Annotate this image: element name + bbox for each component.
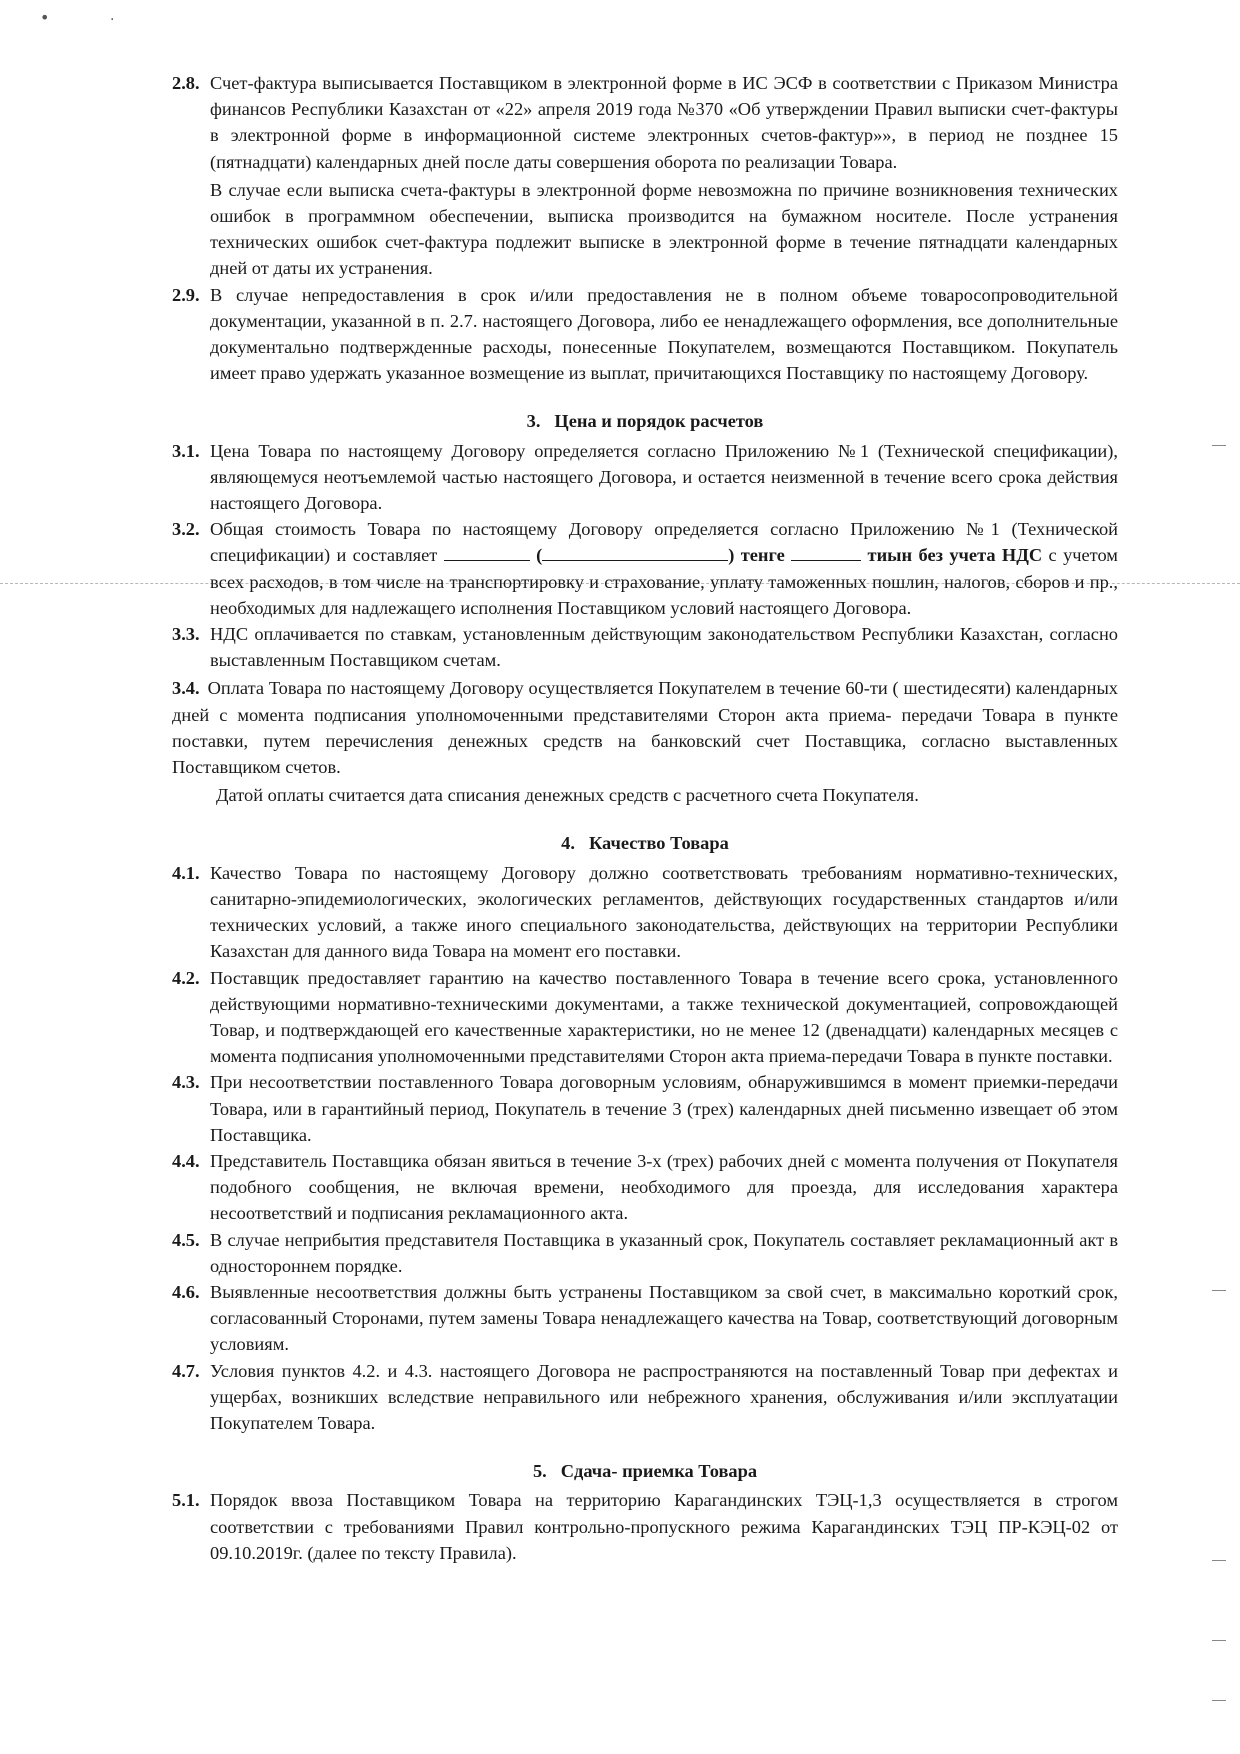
document-body [172, 70, 1118, 1566]
clause-4-7 [172, 1358, 1118, 1437]
amount-words-blank [542, 546, 728, 561]
clause-text: Оплата Товара по настоящему Договору осуществляется Покупателем в течение 60-ти ( шестидесяти) календарных дней с момента подписания уполномоченными представителями Сторон акта приема- передачи Товара в пункте поставки, путем перечисления денежных средств на банковский счет Поставщика, согласно выставленных Поставщиком счетов. [172, 678, 1118, 778]
clause-3-4 [172, 675, 1118, 780]
section-title: Цена и порядок расчетов [554, 411, 764, 432]
clause-text: Качество Товара по настоящему Договору должно соответствовать требованиям нормативно-технических, санитарно-эпидемиологических, экологических регламентов, действующих государственных стандартов и/или технических условий, а также иного специального законодательства, действующих на территории Республики Казахстан для данного вида Товара на момент его поставки. [210, 862, 1118, 962]
clause-number: 4.5. [172, 1229, 200, 1250]
section-heading-5 [172, 1458, 1118, 1484]
clause-4-6 [172, 1279, 1118, 1358]
clause-3-2 [172, 516, 1118, 621]
clause-text: Поставщик предоставляет гарантию на качество поставленного Товара в течение всего срока, установленного действующими нормативно-техническими документами, а также технической документацией, сопровождающей Товар, и подтверждающей его качественные характеристики, но не менее 12 (двенадцати) календарных месяцев с момента подписания уполномоченными представителями Сторон акта приема-передачи Товара в пункте поставки. [210, 967, 1118, 1067]
scan-artifact [1212, 1640, 1226, 1641]
scan-artifact [1212, 445, 1226, 446]
section-number: 5. [532, 1461, 547, 1482]
clause-number: 4.3. [172, 1072, 200, 1093]
tenge-label: ) тенге [728, 545, 785, 566]
clause-text: При несоответствии поставленного Товара договорным условиям, обнаружившимся в момент приемки-передачи Товара, или в гарантийный период, Покупатель в течение 3 (трех) календарных дней письменно извещает об этом Поставщика. [210, 1072, 1118, 1145]
clause-2-8 [172, 70, 1118, 282]
section-heading-4 [172, 830, 1118, 856]
clause-3-3 [172, 621, 1118, 673]
clause-4-3 [172, 1069, 1118, 1148]
scan-artifact: · [110, 12, 115, 28]
clause-number: 3.2. [172, 519, 200, 540]
scan-artifact [1212, 1700, 1226, 1701]
section-number: 3. [526, 411, 541, 432]
open-paren: ( [536, 545, 543, 566]
scan-artifact [1212, 1560, 1226, 1561]
clause-text: В случае неприбытия представителя Поставщика в указанный срок, Покупатель составляет рекламационный акт в одностороннем порядке. [210, 1229, 1118, 1276]
clause-text: Общая стоимость Товара по настоящему Договору определяется согласно Приложению №1 (Технической спецификации) и составляет [210, 519, 1118, 566]
clause-3-1 [172, 438, 1118, 517]
clause-number: 4.7. [172, 1360, 200, 1381]
section-number: 4. [561, 833, 575, 854]
section-title: Сдача- приемка Товара [560, 1461, 758, 1482]
clause-text-continued: с учетом всех расходов, в том числе на транспортировку и страхование, уплату таможенных пошлин, налогов, сборов и пр., необходимых для надлежащего исполнения Поставщиком условий настоящего Договора. [210, 545, 1118, 618]
clause-text: В случае непредоставления в срок и/или предоставления не в полном объеме товаросопроводительной документации, указанной в п. 2.7. настоящего Договора, либо ее ненадлежащего оформления, все дополнительные документально подтвержденные расходы, понесенные Покупателем, возмещаются Поставщиком. Покупатель имеет право удержать указанное возмещение из выплат, причитающихся Поставщику по настоящему Договору. [210, 284, 1118, 384]
clause-number: 2.9. [172, 284, 200, 305]
clause-number: 4.2. [172, 967, 200, 988]
clause-text: Представитель Поставщика обязан явиться в течение 3-х (трех) рабочих дней с момента получения от Покупателя подобного сообщения, не включая времени, необходимого для проезда, для исследования характера несоответствий и подписания рекламационного акта. [210, 1150, 1118, 1224]
clause-text: НДС оплачивается по ставкам, установленным действующим законодательством Республики Казахстан, согласно выставленным Поставщиком счетам. [210, 624, 1118, 671]
clause-text: Счет-фактура выписывается Поставщиком в электронной форме в ИС ЭСФ в соответствии с Приказом Министра финансов Республики Казахстан от «22» апреля 2019 года №370 «Об утверждении Правил выписки счет-фактуры в электронной форме в информационной системе электронных счетов-фактур»», в период не позднее 15 (пятнадцати) календарных дней после даты совершения оборота по реализации Товара. [210, 73, 1118, 172]
clause-number: 3.1. [172, 440, 200, 461]
clause-number: 3.4. [172, 678, 200, 699]
clause-text: Цена Товара по настоящему Договору определяется согласно Приложению №1 (Технической спецификации), являющемуся неотъемлемой частью настоящего Договора, и остается неизменной в течение всего срока действия настоящего Договора. [210, 440, 1118, 514]
clause-text-extra: В случае если выписка счета-фактуры в электронной форме невозможна по причине возникновения технических ошибок в программном обеспечении, выписка производится на бумажном носителе. После устранения технических ошибок счет-фактура подлежит выписке в электронной форме в течение пятнадцати календарных дней от даты их устранения. [210, 179, 1118, 279]
vat-note: тиын без учета НДС [867, 545, 1043, 566]
clause-number: 4.4. [172, 1150, 200, 1171]
clause-number: 2.8. [172, 73, 200, 93]
clause-number: 5.1. [172, 1490, 200, 1511]
section-heading-3 [172, 408, 1118, 434]
clause-number: 4.6. [172, 1281, 200, 1302]
clause-text: Условия пунктов 4.2. и 4.3. настоящего Договора не распространяются на поставленный Товар при дефектах и ущербах, возникших вследствие неправильного или небрежного хранения, обслуживания и/или эксплуатации Покупателем Товара. [210, 1360, 1118, 1433]
scan-artifact [1212, 1290, 1226, 1291]
tiyn-blank [791, 546, 861, 561]
clause-text: Порядок ввоза Поставщиком Товара на территорию Карагандинских ТЭЦ-1,3 осуществляется в строгом соответствии с требованиями Правил контрольно-пропускного режима Карагандинских ТЭЦ ПР-КЭЦ-02 от 09.10.2019г. (далее по тексту Правила). [210, 1490, 1118, 1563]
clause-4-4 [172, 1148, 1118, 1227]
clause-number: 4.1. [172, 862, 200, 883]
clause-4-1 [172, 860, 1118, 965]
clause-5-1 [172, 1487, 1118, 1566]
amount-blank [444, 546, 530, 561]
clause-4-5 [172, 1227, 1118, 1279]
clause-text: Выявленные несоответствия должны быть устранены Поставщиком за свой счет, в максимально короткий срок, согласованный Сторонами, путем замены Товара ненадлежащего качества на Товар, соответствующий договорным условиям. [210, 1281, 1118, 1355]
clause-3-4-extra: Датой оплаты считается дата списания денежных средств с расчетного счета Покупателя. [216, 785, 919, 806]
clause-2-9 [172, 282, 1118, 387]
clause-4-2 [172, 965, 1118, 1070]
scan-artifact: • [40, 8, 50, 27]
section-title: Качество Товара [588, 833, 729, 854]
clause-number: 3.3. [172, 624, 200, 645]
